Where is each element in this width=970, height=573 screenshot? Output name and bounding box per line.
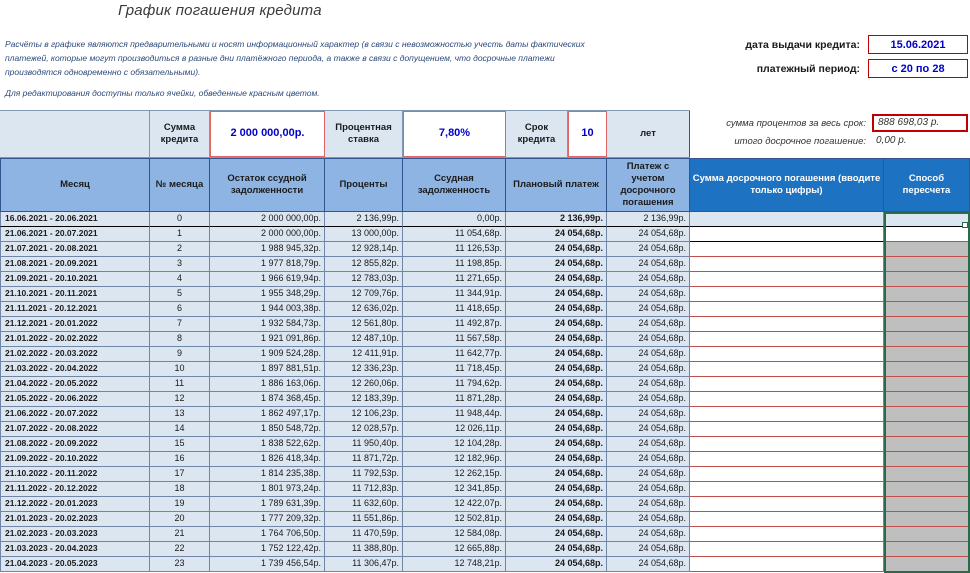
cell-interest: 12 106,23р. (325, 407, 403, 422)
cell-interest: 12 636,02р. (325, 302, 403, 317)
cell-interest: 11 792,53р. (325, 467, 403, 482)
cell-planned-payment: 24 054,68р. (506, 392, 607, 407)
cell-recalc-method[interactable] (884, 242, 970, 257)
page-title: График погашения кредита (118, 2, 322, 19)
cell-balance: 1 850 548,72р. (210, 422, 325, 437)
cell-early-repayment-input[interactable] (690, 212, 884, 227)
table-row[interactable] (0, 317, 970, 332)
cell-month: 21.04.2022 - 20.05.2022 (0, 377, 150, 392)
cell-interest: 12 783,03р. (325, 272, 403, 287)
cell-balance: 1 944 003,38р. (210, 302, 325, 317)
cell-month: 21.01.2022 - 20.02.2022 (0, 332, 150, 347)
cell-early-repayment-input[interactable] (690, 257, 884, 272)
table-row[interactable] (0, 407, 970, 422)
cell-principal: 12 182,96р. (403, 452, 506, 467)
table-row[interactable] (0, 227, 970, 242)
cell-interest: 12 336,23р. (325, 362, 403, 377)
cell-interest: 11 306,47р. (325, 557, 403, 572)
cell-planned-payment: 24 054,68р. (506, 287, 607, 302)
cell-recalc-method[interactable] (884, 512, 970, 527)
disclaimer-block (5, 38, 587, 101)
cell-principal: 12 104,28р. (403, 437, 506, 452)
cell-month-number: 20 (150, 512, 210, 527)
summary-panel (690, 114, 968, 150)
table-row[interactable] (0, 392, 970, 407)
payment-period-field[interactable]: с 20 по 28 (868, 59, 968, 78)
cell-principal: 12 584,08р. (403, 527, 506, 542)
cell-principal: 11 718,45р. (403, 362, 506, 377)
cell-interest: 13 000,00р. (325, 227, 403, 242)
cell-principal: 11 794,62р. (403, 377, 506, 392)
cell-planned-payment: 24 054,68р. (506, 497, 607, 512)
cell-principal: 12 341,85р. (403, 482, 506, 497)
col-header-recalc-method[interactable]: Способ пересчета (884, 158, 970, 212)
table-row[interactable] (0, 302, 970, 317)
cell-actual-payment: 24 054,68р. (607, 377, 690, 392)
cell-early-repayment-input[interactable] (690, 512, 884, 527)
cell-principal: 12 262,15р. (403, 467, 506, 482)
cell-actual-payment: 24 054,68р. (607, 437, 690, 452)
issue-date-field[interactable]: 15.06.2021 (868, 35, 968, 54)
cell-principal: 12 665,88р. (403, 542, 506, 557)
cell-month: 21.03.2022 - 20.04.2022 (0, 362, 150, 377)
cell-planned-payment: 24 054,68р. (506, 512, 607, 527)
cell-month-number: 22 (150, 542, 210, 557)
cell-planned-payment: 24 054,68р. (506, 437, 607, 452)
cell-recalc-method[interactable] (884, 257, 970, 272)
cell-month: 21.10.2021 - 20.11.2021 (0, 287, 150, 302)
cell-recalc-method[interactable] (884, 557, 970, 572)
cell-month-number: 3 (150, 257, 210, 272)
cell-recalc-method[interactable] (884, 437, 970, 452)
col-header-planned-payment[interactable]: Плановый платеж (506, 158, 607, 212)
credit-parameters-panel (690, 34, 968, 82)
table-row[interactable] (0, 467, 970, 482)
credit-amount-field[interactable]: 2 000 000,00р. (210, 111, 325, 157)
cell-early-repayment-input[interactable] (690, 452, 884, 467)
cell-interest: 11 871,72р. (325, 452, 403, 467)
param-blank-cell (0, 111, 150, 157)
cell-actual-payment: 24 054,68р. (607, 227, 690, 242)
interest-rate-label: Процентная ставка (325, 111, 403, 157)
cell-month: 21.05.2022 - 20.06.2022 (0, 392, 150, 407)
cell-balance: 2 000 000,00р. (210, 212, 325, 227)
cell-interest: 11 470,59р. (325, 527, 403, 542)
cell-early-repayment-input[interactable] (690, 347, 884, 362)
cell-principal: 11 198,85р. (403, 257, 506, 272)
cell-principal: 12 422,07р. (403, 497, 506, 512)
cell-balance: 1 909 524,28р. (210, 347, 325, 362)
cell-actual-payment: 24 054,68р. (607, 317, 690, 332)
cell-interest: 12 928,14р. (325, 242, 403, 257)
cell-month: 21.04.2023 - 20.05.2023 (0, 557, 150, 572)
table-row[interactable] (0, 347, 970, 362)
cell-interest: 11 712,83р. (325, 482, 403, 497)
cell-month-number: 17 (150, 467, 210, 482)
cell-month: 21.09.2021 - 20.10.2021 (0, 272, 150, 287)
cell-balance: 1 886 163,06р. (210, 377, 325, 392)
cell-month-number: 6 (150, 302, 210, 317)
cell-balance: 1 874 368,45р. (210, 392, 325, 407)
table-row[interactable] (0, 437, 970, 452)
cell-balance: 1 932 584,73р. (210, 317, 325, 332)
cell-planned-payment: 24 054,68р. (506, 527, 607, 542)
issue-date-label: дата выдачи кредита: (745, 38, 860, 51)
cell-month: 21.02.2022 - 20.03.2022 (0, 347, 150, 362)
cell-month-number: 21 (150, 527, 210, 542)
cell-balance: 1 955 348,29р. (210, 287, 325, 302)
cell-month-number: 18 (150, 482, 210, 497)
cell-month-number: 19 (150, 497, 210, 512)
cell-balance: 1 789 631,39р. (210, 497, 325, 512)
cell-early-repayment-input[interactable] (690, 422, 884, 437)
cell-actual-payment: 24 054,68р. (607, 512, 690, 527)
cell-actual-payment: 24 054,68р. (607, 452, 690, 467)
cell-actual-payment: 24 054,68р. (607, 242, 690, 257)
table-row[interactable] (0, 482, 970, 497)
cell-interest: 12 561,80р. (325, 317, 403, 332)
cell-principal: 12 748,21р. (403, 557, 506, 572)
cell-month-number: 9 (150, 347, 210, 362)
cell-recalc-method[interactable] (884, 362, 970, 377)
table-row[interactable] (0, 512, 970, 527)
cell-month: 21.12.2022 - 20.01.2023 (0, 497, 150, 512)
cell-recalc-method[interactable] (884, 272, 970, 287)
cell-early-repayment-input[interactable] (690, 497, 884, 512)
cell-principal: 0,00р. (403, 212, 506, 227)
cell-balance: 1 826 418,34р. (210, 452, 325, 467)
cell-planned-payment: 24 054,68р. (506, 227, 607, 242)
cell-month-number: 8 (150, 332, 210, 347)
cell-month-number: 2 (150, 242, 210, 257)
cell-principal: 12 502,81р. (403, 512, 506, 527)
cell-month-number: 16 (150, 452, 210, 467)
cell-planned-payment: 24 054,68р. (506, 377, 607, 392)
payment-period-label: платежный период: (756, 62, 860, 75)
cell-interest: 12 028,57р. (325, 422, 403, 437)
cell-early-repayment-input[interactable] (690, 272, 884, 287)
cell-month: 21.01.2023 - 20.02.2023 (0, 512, 150, 527)
cell-month-number: 13 (150, 407, 210, 422)
table-row[interactable] (0, 497, 970, 512)
cell-planned-payment: 24 054,68р. (506, 542, 607, 557)
cell-actual-payment: 2 136,99р. (607, 212, 690, 227)
cell-month: 21.03.2023 - 20.04.2023 (0, 542, 150, 557)
cell-principal: 11 492,87р. (403, 317, 506, 332)
cell-month: 21.07.2022 - 20.08.2022 (0, 422, 150, 437)
col-header-month-number[interactable]: № месяца (150, 158, 210, 212)
cell-actual-payment: 24 054,68р. (607, 362, 690, 377)
cell-principal: 11 948,44р. (403, 407, 506, 422)
cell-month-number: 10 (150, 362, 210, 377)
cell-actual-payment: 24 054,68р. (607, 332, 690, 347)
cell-balance: 1 777 209,32р. (210, 512, 325, 527)
cell-month: 21.06.2022 - 20.07.2022 (0, 407, 150, 422)
cell-early-repayment-input[interactable] (690, 287, 884, 302)
cell-principal: 12 026,11р. (403, 422, 506, 437)
disclaimer-paragraph-1: Расчёты в графике являются предварительными и носят информационный характер (в связи с невозможностью учесть даты фактических платежей, которые могут производиться в разные дни платёжного периода, а также в связи с допущением, что досрочные платежи производятся одновременно с обязательными). (5, 39, 585, 77)
cell-recalc-method[interactable] (884, 527, 970, 542)
cell-planned-payment: 24 054,68р. (506, 302, 607, 317)
cell-actual-payment: 24 054,68р. (607, 272, 690, 287)
cell-planned-payment: 24 054,68р. (506, 332, 607, 347)
cell-month-number: 12 (150, 392, 210, 407)
cell-recalc-method[interactable] (884, 407, 970, 422)
cell-actual-payment: 24 054,68р. (607, 482, 690, 497)
cell-principal: 11 054,68р. (403, 227, 506, 242)
cell-early-repayment-input[interactable] (690, 527, 884, 542)
cell-recalc-method[interactable] (884, 497, 970, 512)
cell-recalc-method[interactable] (884, 212, 970, 227)
credit-amount-label: Сумма кредита (150, 111, 210, 157)
cell-interest: 12 411,91р. (325, 347, 403, 362)
cell-early-repayment-input[interactable] (690, 557, 884, 572)
col-header-interest[interactable]: Проценты (325, 158, 403, 212)
cell-early-repayment-input[interactable] (690, 377, 884, 392)
cell-principal: 11 567,58р. (403, 332, 506, 347)
cell-actual-payment: 24 054,68р. (607, 302, 690, 317)
cell-planned-payment: 24 054,68р. (506, 422, 607, 437)
cell-recalc-method[interactable] (884, 542, 970, 557)
cell-month-number: 0 (150, 212, 210, 227)
cell-interest: 11 950,40р. (325, 437, 403, 452)
cell-recalc-method[interactable] (884, 422, 970, 437)
table-row[interactable] (0, 542, 970, 557)
cell-principal: 11 642,77р. (403, 347, 506, 362)
cell-recalc-method[interactable] (884, 347, 970, 362)
cell-actual-payment: 24 054,68р. (607, 392, 690, 407)
parameter-header-row (0, 110, 690, 158)
cell-early-repayment-input[interactable] (690, 482, 884, 497)
cell-recalc-method[interactable] (884, 227, 970, 242)
cell-balance: 1 966 619,94р. (210, 272, 325, 287)
cell-early-repayment-input[interactable] (690, 542, 884, 557)
cell-principal: 11 418,65р. (403, 302, 506, 317)
cell-early-repayment-input[interactable] (690, 332, 884, 347)
table-row[interactable] (0, 362, 970, 377)
cell-interest: 11 551,86р. (325, 512, 403, 527)
total-early-value: 0,00 р. (876, 135, 907, 146)
col-header-early-repayment[interactable]: Сумма досрочного погашения (вводите только цифры) (690, 158, 884, 212)
cell-balance: 2 000 000,00р. (210, 227, 325, 242)
cell-month: 21.10.2022 - 20.11.2022 (0, 467, 150, 482)
total-interest-row (690, 114, 968, 132)
cell-month-number: 15 (150, 437, 210, 452)
total-interest-value: 888 698,03 р. (872, 114, 968, 132)
cell-month: 21.09.2022 - 20.10.2022 (0, 452, 150, 467)
cell-month-number: 11 (150, 377, 210, 392)
cell-recalc-method[interactable] (884, 317, 970, 332)
cell-principal: 11 271,65р. (403, 272, 506, 287)
cell-early-repayment-input[interactable] (690, 302, 884, 317)
table-row[interactable] (0, 242, 970, 257)
cell-actual-payment: 24 054,68р. (607, 467, 690, 482)
cell-planned-payment: 24 054,68р. (506, 557, 607, 572)
cell-actual-payment: 24 054,68р. (607, 542, 690, 557)
table-row[interactable] (0, 287, 970, 302)
cell-principal: 11 344,91р. (403, 287, 506, 302)
cell-early-repayment-input[interactable] (690, 227, 884, 242)
cell-balance: 1 814 235,38р. (210, 467, 325, 482)
cell-month: 21.11.2021 - 20.12.2021 (0, 302, 150, 317)
cell-early-repayment-input[interactable] (690, 242, 884, 257)
cell-recalc-method[interactable] (884, 482, 970, 497)
cell-month-number: 14 (150, 422, 210, 437)
cell-early-repayment-input[interactable] (690, 437, 884, 452)
table-row[interactable] (0, 332, 970, 347)
cell-recalc-method[interactable] (884, 392, 970, 407)
cell-actual-payment: 24 054,68р. (607, 407, 690, 422)
cell-balance: 1 764 706,50р. (210, 527, 325, 542)
table-row[interactable] (0, 452, 970, 467)
cell-month-number: 23 (150, 557, 210, 572)
cell-early-repayment-input[interactable] (690, 362, 884, 377)
cell-balance: 1 838 522,62р. (210, 437, 325, 452)
cell-interest: 12 260,06р. (325, 377, 403, 392)
credit-term-unit: лет (607, 111, 690, 157)
cell-actual-payment: 24 054,68р. (607, 557, 690, 572)
table-row[interactable] (0, 527, 970, 542)
cell-actual-payment: 24 054,68р. (607, 497, 690, 512)
cell-planned-payment: 24 054,68р. (506, 242, 607, 257)
cell-planned-payment: 24 054,68р. (506, 482, 607, 497)
cell-planned-payment: 2 136,99р. (506, 212, 607, 227)
cell-planned-payment: 24 054,68р. (506, 272, 607, 287)
cell-balance: 1 752 122,42р. (210, 542, 325, 557)
cell-month: 16.06.2021 - 20.06.2021 (0, 212, 150, 227)
col-header-principal[interactable]: Ссудная задолженность (403, 158, 506, 212)
cell-interest: 11 388,80р. (325, 542, 403, 557)
cell-recalc-method[interactable] (884, 377, 970, 392)
cell-recalc-method[interactable] (884, 287, 970, 302)
cell-balance: 1 862 497,17р. (210, 407, 325, 422)
cell-actual-payment: 24 054,68р. (607, 257, 690, 272)
credit-term-field[interactable]: 10 (568, 111, 607, 157)
table-header (0, 158, 970, 212)
cell-planned-payment: 24 054,68р. (506, 317, 607, 332)
cell-month: 21.07.2021 - 20.08.2021 (0, 242, 150, 257)
cell-principal: 11 126,53р. (403, 242, 506, 257)
cell-planned-payment: 24 054,68р. (506, 467, 607, 482)
cell-month: 21.06.2021 - 20.07.2021 (0, 227, 150, 242)
cell-principal: 11 871,28р. (403, 392, 506, 407)
table-row[interactable] (0, 212, 970, 227)
cell-interest: 12 487,10р. (325, 332, 403, 347)
cell-interest: 12 183,39р. (325, 392, 403, 407)
cell-month-number: 4 (150, 272, 210, 287)
cell-balance: 1 988 945,32р. (210, 242, 325, 257)
cell-month-number: 7 (150, 317, 210, 332)
cell-planned-payment: 24 054,68р. (506, 347, 607, 362)
cell-month-number: 1 (150, 227, 210, 242)
total-interest-label: сумма процентов за весь срок: (726, 117, 866, 129)
cell-actual-payment: 24 054,68р. (607, 287, 690, 302)
cell-month: 21.08.2022 - 20.09.2022 (0, 437, 150, 452)
selection-fill-handle[interactable] (962, 222, 968, 228)
cell-actual-payment: 24 054,68р. (607, 527, 690, 542)
table-row[interactable] (0, 272, 970, 287)
cell-recalc-method[interactable] (884, 302, 970, 317)
cell-balance: 1 739 456,54р. (210, 557, 325, 572)
cell-recalc-method[interactable] (884, 332, 970, 347)
cell-month: 21.08.2021 - 20.09.2021 (0, 257, 150, 272)
cell-balance: 1 977 818,79р. (210, 257, 325, 272)
disclaimer-paragraph-2: Для редактирования доступны только ячейки, обведенные красным цветом. (5, 88, 320, 99)
issue-date-row (690, 34, 968, 55)
cell-month: 21.11.2022 - 20.12.2022 (0, 482, 150, 497)
payment-period-row (690, 58, 968, 79)
total-early-label: итого досрочное погашение: (734, 135, 866, 147)
cell-early-repayment-input[interactable] (690, 392, 884, 407)
cell-month: 21.12.2021 - 20.01.2022 (0, 317, 150, 332)
cell-actual-payment: 24 054,68р. (607, 422, 690, 437)
col-header-actual-payment[interactable]: Платеж с учетом досрочного погашения (607, 158, 690, 212)
cell-recalc-method[interactable] (884, 467, 970, 482)
cell-month: 21.02.2023 - 20.03.2023 (0, 527, 150, 542)
credit-term-label: Срок кредита (506, 111, 568, 157)
cell-actual-payment: 24 054,68р. (607, 347, 690, 362)
cell-early-repayment-input[interactable] (690, 407, 884, 422)
cell-early-repayment-input[interactable] (690, 467, 884, 482)
cell-balance: 1 897 881,51р. (210, 362, 325, 377)
table-row[interactable] (0, 422, 970, 437)
cell-balance: 1 801 973,24р. (210, 482, 325, 497)
cell-recalc-method[interactable] (884, 452, 970, 467)
table-row[interactable] (0, 257, 970, 272)
cell-planned-payment: 24 054,68р. (506, 452, 607, 467)
cell-planned-payment: 24 054,68р. (506, 407, 607, 422)
cell-early-repayment-input[interactable] (690, 317, 884, 332)
cell-balance: 1 921 091,86р. (210, 332, 325, 347)
table-body (0, 212, 970, 572)
cell-month-number: 5 (150, 287, 210, 302)
col-header-balance[interactable]: Остаток ссудной задолженности (210, 158, 325, 212)
table-row[interactable] (0, 377, 970, 392)
col-header-month[interactable]: Месяц (0, 158, 150, 212)
cell-interest: 12 709,76р. (325, 287, 403, 302)
cell-interest: 12 855,82р. (325, 257, 403, 272)
cell-interest: 2 136,99р. (325, 212, 403, 227)
cell-planned-payment: 24 054,68р. (506, 257, 607, 272)
cell-planned-payment: 24 054,68р. (506, 362, 607, 377)
cell-interest: 11 632,60р. (325, 497, 403, 512)
total-early-row (690, 132, 968, 150)
interest-rate-field[interactable]: 7,80% (403, 111, 506, 157)
table-row[interactable] (0, 557, 970, 572)
